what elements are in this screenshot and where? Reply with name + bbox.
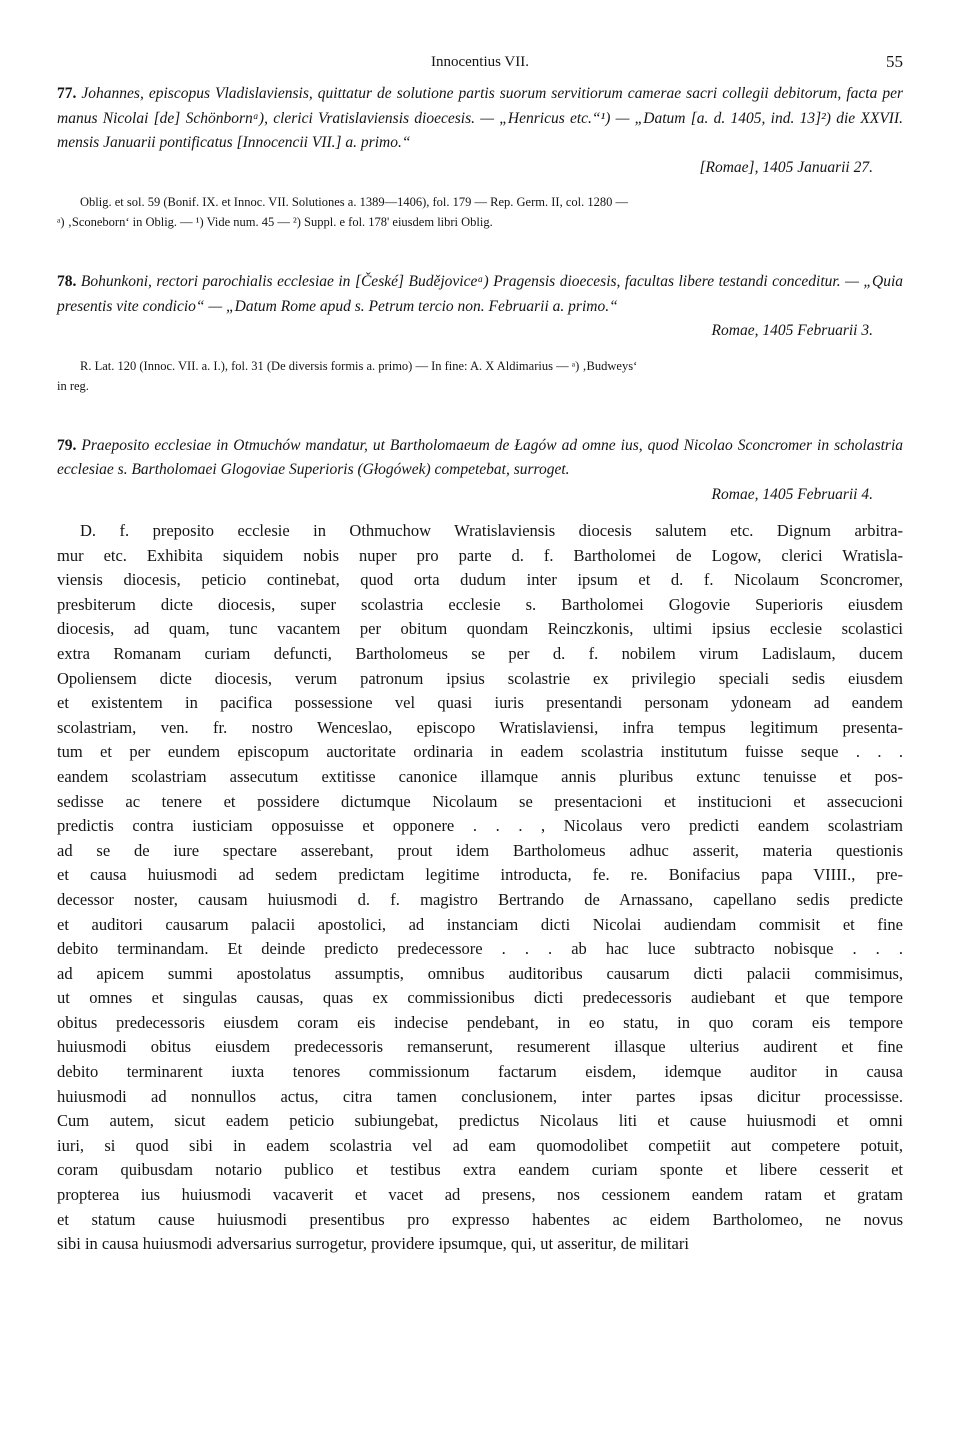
body-line: ad apicem summi apostolatus assumptis, omnibus auditoribus causarum dicti palacii commisimus, [57, 963, 903, 983]
body-line: D. f. preposito ecclesie in Othmuchow Wratislaviensis diocesis salutem etc. Dignum arbitra- [80, 521, 903, 540]
body-line: debito terminandam. Et deinde predicto predecessore . . . ab hac luce subtracto nobisque . . . [57, 939, 903, 959]
body-line: eandem scolastriam assecutum extitisse canonice illamque annis pluribus extunc tenuisse et pos- [57, 766, 903, 786]
note-line: ᵃ) ‚Sconeborn‘ in Oblig. — ¹) Vide num. 45 — ²) Suppl. e fol. 178' eiusdem libri Oblig. [57, 215, 493, 229]
regest-text: Bohunkoni, rectori parochialis ecclesiae in [České] Budějoviceᵃ) Pragensis dioecesis, facultas libere testandi conceditur. — „Quia presentis vite condicio“ — „Datum Rome apud s. Petrum tercio non. Februarii a. primo.“ [57, 273, 904, 315]
page-number: 55 [886, 52, 903, 71]
date-line-78: Romae, 1405 Februarii 3. [711, 322, 873, 339]
body-line: extra Romanam curiam defuncti, Bartholomeus se per d. f. nobilem virum Ladislaum, ducem [57, 643, 903, 663]
entry-number: 79. [57, 436, 77, 454]
body-line: ut omnes et singulas causas, quas ex commissionibus dicti predecessoris audiebant et que tempore [57, 988, 903, 1008]
entry-77 [57, 82, 903, 232]
note-line: R. Lat. 120 (Innoc. VII. a. I.), fol. 31 (De diversis formis a. primo) — In fine: A. X Aldimarius — ᵃ) ‚Budweys‘ [80, 358, 638, 373]
running-title: Innocentius VII. [430, 54, 530, 70]
body-line: diocesis, ad quam, tunc vacantem per obitum quondam Reinczkonis, ultimi ipsius ecclesie scolastici [57, 619, 903, 639]
date-line-77: [Romae], 1405 Januarii 27. [699, 158, 873, 176]
regest-79 [57, 434, 903, 483]
page [57, 52, 903, 1257]
body-line: iuri, si quod sibi in eadem scolastria vel ad eam quomodolibet competiit aut competere potuit, [57, 1135, 903, 1155]
body-line: et causa huiusmodi ad sedem predictam legitime introducta, fe. re. Bonifacius papa VIIII., pre- [57, 865, 903, 885]
body-line: et existentem in pacifica possessione vel quasi iuris presentandi personam ydoneam ad eandem [57, 693, 903, 713]
page-header [57, 52, 903, 82]
body-line: Cum autem, sicut eadem peticio subiungebat, predictus Nicolaus liti et cause huiusmodi et omni [57, 1111, 903, 1131]
body-line: et auditori causarum palacii apostolici, ad instanciam dicti Nicolai audiendam commisit et fine [57, 914, 903, 934]
body-line: huiusmodi ad nonnullos actus, citra tamen conclusionem, inter partes ipsas dicitur processisse. [57, 1086, 903, 1106]
note-77 [57, 192, 903, 232]
body-line: mur etc. Exhibita siquidem nobis nuper pro parte d. f. Bartholomei de Logow, clerici Wratisla- [57, 545, 903, 565]
body-line: predictis contra iusticiam opposuisse et opponere . . . , Nicolaus vero predicti eandem scolastriam [57, 816, 903, 836]
body-line: propterea ius huiusmodi vacaverit et vacet ad presens, nos cessionem eandem ratam et gratam [57, 1185, 903, 1205]
regest-text: Johannes, episcopus Vladislaviensis, quittatur de solutione partis suorum servitiorum camerae sacri collegii debitorum, facta per manus Nicolai [de] Schönbornᵃ), clerici Vratislaviensis dioecesis. — „Henricus etc.“¹) — „Datum [a. d. 1405, ind. 13]²) die XXVII. mensis Januarii pontificatus [Innocencii VII.] a. primo.“ [57, 85, 903, 151]
body-line: debito terminarent iuxta tenores commissionum factarum eisdem, idemque auditor in causa [57, 1062, 903, 1082]
body-line: ad se de iure spectare asserebant, prout idem Bartholomeus adhuc asserit, materia questionis [57, 840, 903, 860]
note-line: in reg. [57, 378, 89, 393]
body-line: coram quibusdam notario publico et testibus extra eandem curiam sponte et libere cesserit et [57, 1160, 903, 1180]
document-body [57, 519, 903, 1257]
note-78 [57, 356, 903, 396]
body-line: decessor noster, causam huiusmodi d. f. magistro Bertrando de Arnassano, capellano sedis predicte [57, 889, 903, 909]
entry-number: 77. [57, 85, 77, 102]
regest-78 [57, 270, 903, 319]
entry-78 [57, 270, 903, 396]
body-line: viensis diocesis, peticio continebat, quod orta dudum inter ipsum et d. f. Nicolaum Sconcromer, [57, 570, 903, 590]
body-line: presbiterum dicte diocesis, super scolastria ecclesie s. Bartholomei Glogovie Superioris eiusdem [57, 594, 903, 614]
body-line: sibi in causa huiusmodi adversarius surrogetur, providere ipsumque, qui, ut asseritur, de militari [57, 1234, 689, 1254]
regest-77 [57, 82, 903, 156]
note-line: Oblig. et sol. 59 (Bonif. IX. et Innoc. VII. Solutiones a. 1389—1406), fol. 179 — Rep. Germ. II, col. 1280 — [80, 195, 628, 209]
entry-79 [57, 434, 903, 1257]
body-line: tum et per eundem episcopum auctoritate ordinaria in eadem scolastria institutum fuisse seque . . . [57, 742, 903, 762]
body-line: et statum cause huiusmodi presentibus pro expresso habentes ac eidem Bartholomeo, ne novus [57, 1209, 903, 1229]
body-line: scolastriam, ven. fr. nostro Wenceslao, episcopo Wratislaviensi, infra tempus legitimum presenta- [57, 717, 903, 737]
body-line: sedisse ac tenere et possidere dictumque Nicolaum se presentacioni et institucioni et assecucioni [57, 791, 903, 811]
date-line-79: Romae, 1405 Februarii 4. [711, 485, 873, 503]
body-line: obitus predecessoris eiusdem coram eis indecise pendebant, in eo statu, in quo coram eis tempore [57, 1012, 903, 1032]
regest-text: Praeposito ecclesiae in Otmuchów mandatur, ut Bartholomaeum de Łagów ad omne ius, quod Nicolao Sconcromer in scholastria ecclesiae s. Bartholomaei Glogoviae Superioris (Głogówek) competebat, surroget. [57, 436, 903, 478]
body-line: huiusmodi obitus eiusdem predecessoris remanserunt, resumerent illasque ulterius audirent et fine [57, 1037, 903, 1057]
body-line: Opoliensem dicte diocesis, verum patronum ipsius scolastrie ex privilegio speciali sedis eiusdem [57, 668, 903, 688]
entry-number: 78. [57, 273, 77, 290]
